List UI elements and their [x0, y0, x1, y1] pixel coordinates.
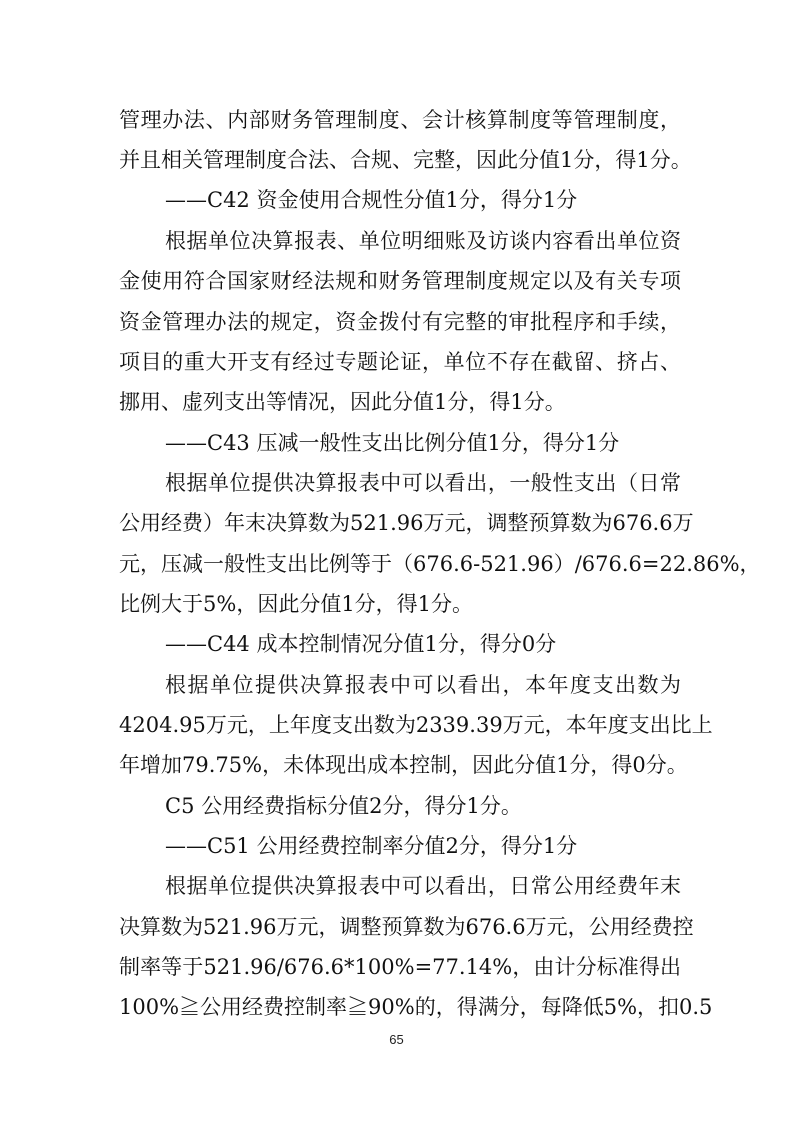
paragraph-line: 100%≧公用经费控制率≧90%的，得满分，每降低5%，扣0.5: [119, 995, 713, 1019]
paragraph-line: 制率等于521.96/676.6*100%=77.14%，由计分标准得出: [119, 955, 681, 979]
section-heading-c51: ——C51 公用经费控制率分值2分，得分1分: [165, 834, 578, 858]
paragraph-line: 项目的重大开支有经过专题论证，单位不存在截留、挤占、: [119, 350, 681, 374]
paragraph-line: 比例大于5%，因此分值1分，得1分。: [119, 592, 474, 616]
paragraph-line: 并且相关管理制度合法、合规、完整，因此分值1分，得1分。: [119, 148, 692, 172]
paragraph-line: 根据单位提供决算报表中可以看出，一般性支出（日常: [165, 471, 681, 495]
paragraph-line: 年增加79.75%，未体现出成本控制，因此分值1分，得0分。: [119, 753, 688, 777]
section-heading-c43: ——C43 压减一般性支出比例分值1分，得分1分: [165, 431, 620, 455]
paragraph-line: 4204.95万元，上年度支出数为2339.39万元，本年度支出比上: [119, 713, 713, 737]
paragraph-line: 元，压减一般性支出比例等于（676.6-521.96）/676.6=22.86%，: [119, 552, 761, 576]
paragraph-line: 挪用、虚列支出等情况，因此分值1分，得1分。: [119, 390, 566, 414]
paragraph-line: 决算数为521.96万元，调整预算数为676.6万元，公用经费控: [119, 915, 694, 939]
section-heading-c42: ——C42 资金使用合规性分值1分，得分1分: [165, 188, 578, 212]
paragraph-line: 根据单位提供决算报表中可以看出，本年度支出数为: [165, 673, 681, 697]
paragraph-line: 根据单位决算报表、单位明细账及访谈内容看出单位资: [165, 229, 681, 253]
paragraph-line: 根据单位提供决算报表中可以看出，日常公用经费年末: [165, 874, 681, 898]
paragraph-line: 资金管理办法的规定，资金拨付有完整的审批程序和手续，: [119, 310, 681, 334]
paragraph-line: 管理办法、内部财务管理制度、会计核算制度等管理制度，: [119, 108, 681, 132]
paragraph-line: 金使用符合国家财经法规和财务管理制度规定以及有关专项: [119, 269, 681, 293]
section-heading-c44: ——C44 成本控制情况分值1分，得分0分: [165, 632, 557, 656]
section-heading-c5: C5 公用经费指标分值2分，得分1分。: [165, 794, 522, 818]
page-number: 65: [389, 1032, 404, 1047]
paragraph-line: 公用经费）年末决算数为521.96万元，调整预算数为676.6万: [119, 511, 694, 535]
